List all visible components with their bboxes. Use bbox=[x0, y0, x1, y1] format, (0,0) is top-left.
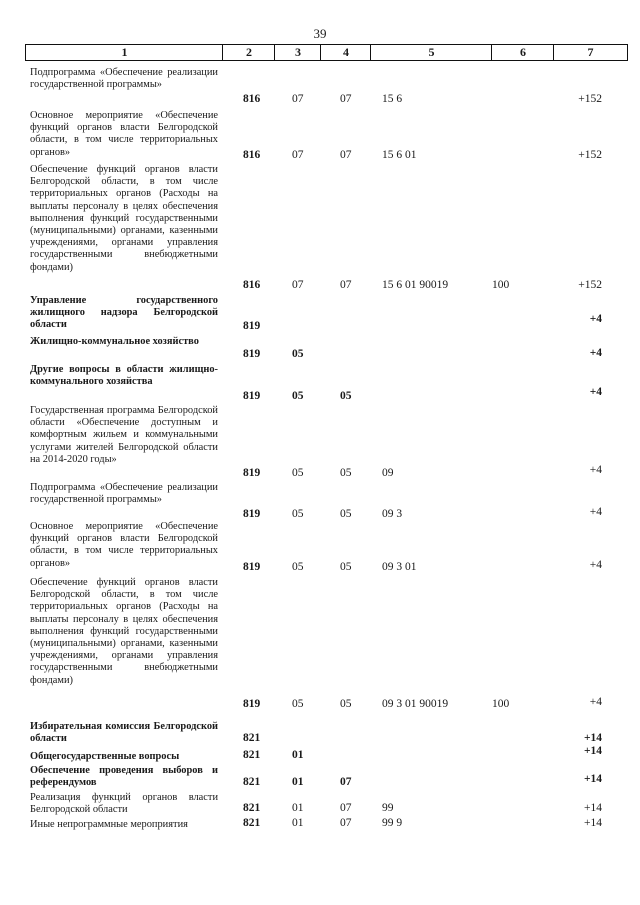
col-5: 99 bbox=[382, 802, 394, 814]
col-4: 07 bbox=[340, 93, 352, 105]
col-3: 05 bbox=[292, 467, 304, 479]
col-5: 09 3 bbox=[382, 508, 403, 520]
header-col-3: 3 bbox=[274, 44, 321, 61]
col-4: 07 bbox=[340, 279, 352, 291]
col-7: +14 bbox=[584, 817, 602, 829]
col-4: 07 bbox=[340, 776, 352, 788]
row-description: Основное мероприятие «Обеспечение функций органов власти Белгородской области, в том числе территориальных органов» bbox=[30, 521, 218, 569]
col-2: 821 bbox=[243, 802, 261, 814]
col-5: 09 3 01 90019 bbox=[382, 698, 449, 710]
row-description: Реализация функций органов власти Белгородской области bbox=[30, 792, 218, 816]
col-2: 819 bbox=[243, 698, 261, 710]
row-description: Обеспечение проведения выборов и референдумов bbox=[30, 765, 218, 789]
row-description: Подпрограмма «Обеспечение реализации государственной программы» bbox=[30, 67, 218, 91]
col-2: 821 bbox=[243, 776, 261, 788]
col-3: 05 bbox=[292, 348, 304, 360]
row-description: Жилищно-коммунальное хозяйство bbox=[30, 336, 199, 347]
col-3: 05 bbox=[292, 508, 304, 520]
row-description: Основное мероприятие «Обеспечение функций органов власти Белгородской области, в том числе территориальных органов» bbox=[30, 110, 218, 158]
col-4: 05 bbox=[340, 508, 352, 520]
row-description: Обеспечение функций органов власти Белгородской области, в том числе территориальных органов (Расходы на выплаты персоналу в целях обеспечения выполнения функций государственными (муниципальными) органами, казенными учреждениями, органами управления государственными внебюджетными фондами) bbox=[30, 164, 218, 273]
col-2: 821 bbox=[243, 749, 261, 761]
col-3: 07 bbox=[292, 149, 304, 161]
col-2: 819 bbox=[243, 561, 261, 573]
header-col-2: 2 bbox=[222, 44, 275, 61]
row-description: Подпрограмма «Обеспечение реализации государственной программы» bbox=[30, 482, 218, 506]
header-col-1: 1 bbox=[25, 44, 223, 61]
col-7: +4 bbox=[589, 506, 602, 518]
header-col-7: 7 bbox=[553, 44, 628, 61]
header-col-5: 5 bbox=[370, 44, 492, 61]
col-7: +4 bbox=[589, 347, 602, 359]
col-2: 819 bbox=[243, 467, 261, 479]
header-col-6: 6 bbox=[491, 44, 554, 61]
col-5: 15 6 01 90019 bbox=[382, 279, 449, 291]
col-6: 100 bbox=[492, 279, 510, 291]
col-2: 816 bbox=[243, 279, 261, 291]
col-4: 05 bbox=[340, 390, 352, 402]
col-3: 07 bbox=[292, 279, 304, 291]
col-7: +14 bbox=[584, 802, 602, 814]
col-4: 07 bbox=[340, 817, 352, 829]
col-5: 15 6 bbox=[382, 93, 403, 105]
table-header bbox=[25, 44, 627, 61]
col-5: 15 6 01 bbox=[382, 149, 417, 161]
col-2: 819 bbox=[243, 348, 261, 360]
row-description: Другие вопросы в области жилищно-коммунального хозяйства bbox=[30, 364, 218, 388]
col-7: +152 bbox=[578, 149, 602, 161]
col-7: +4 bbox=[589, 313, 602, 325]
col-7: +152 bbox=[578, 93, 602, 105]
col-6: 100 bbox=[492, 698, 510, 710]
col-7: +14 bbox=[583, 732, 602, 744]
col-3: 01 bbox=[292, 802, 304, 814]
col-5: 09 bbox=[382, 467, 394, 479]
col-3: 01 bbox=[292, 817, 304, 829]
col-7: +4 bbox=[589, 696, 602, 708]
col-4: 07 bbox=[340, 149, 352, 161]
row-description: Обеспечение функций органов власти Белгородской области, в том числе территориальных органов (Расходы на выплаты персоналу в целях обеспечения выполнения функций государственными (муниципальными) органами, казенными учреждениями, органами управления государственными внебюджетными фондами) bbox=[30, 577, 218, 686]
col-4: 07 bbox=[340, 802, 352, 814]
col-3: 05 bbox=[292, 561, 304, 573]
col-4: 05 bbox=[340, 467, 352, 479]
col-3: 01 bbox=[292, 776, 304, 788]
page-number: 39 bbox=[313, 26, 327, 41]
row-description: Управление государственного жилищного надзора Белгородской области bbox=[30, 295, 218, 331]
col-3: 01 bbox=[292, 749, 304, 761]
col-3: 07 bbox=[292, 93, 304, 105]
col-2: 821 bbox=[243, 817, 261, 829]
header-col-4: 4 bbox=[320, 44, 371, 61]
col-2: 819 bbox=[243, 390, 261, 402]
col-7: +14 bbox=[583, 773, 602, 785]
row-description: Общегосударственные вопросы bbox=[30, 751, 180, 762]
col-2: 821 bbox=[243, 732, 261, 744]
row-description: Избирательная комиссия Белгородской области bbox=[30, 721, 218, 745]
col-3: 05 bbox=[292, 698, 304, 710]
col-2: 816 bbox=[243, 149, 261, 161]
col-7: +4 bbox=[589, 386, 602, 398]
col-4: 05 bbox=[340, 698, 352, 710]
col-5: 99 9 bbox=[382, 817, 403, 829]
col-2: 819 bbox=[243, 320, 261, 332]
col-7: +4 bbox=[589, 464, 602, 476]
row-description: Государственная программа Белгородской области «Обеспечение доступным и комфортным жильем и коммунальными услугами жителей Белгородской области на 2014-2020 годы» bbox=[30, 405, 218, 465]
col-2: 819 bbox=[243, 508, 261, 520]
col-7: +4 bbox=[589, 559, 602, 571]
col-7: +152 bbox=[578, 279, 602, 291]
col-5: 09 3 01 bbox=[382, 561, 417, 573]
col-3: 05 bbox=[292, 390, 304, 402]
col-7: +14 bbox=[583, 745, 602, 757]
col-2: 816 bbox=[243, 93, 261, 105]
col-4: 05 bbox=[340, 561, 352, 573]
row-description: Иные непрограммные мероприятия bbox=[30, 819, 188, 830]
